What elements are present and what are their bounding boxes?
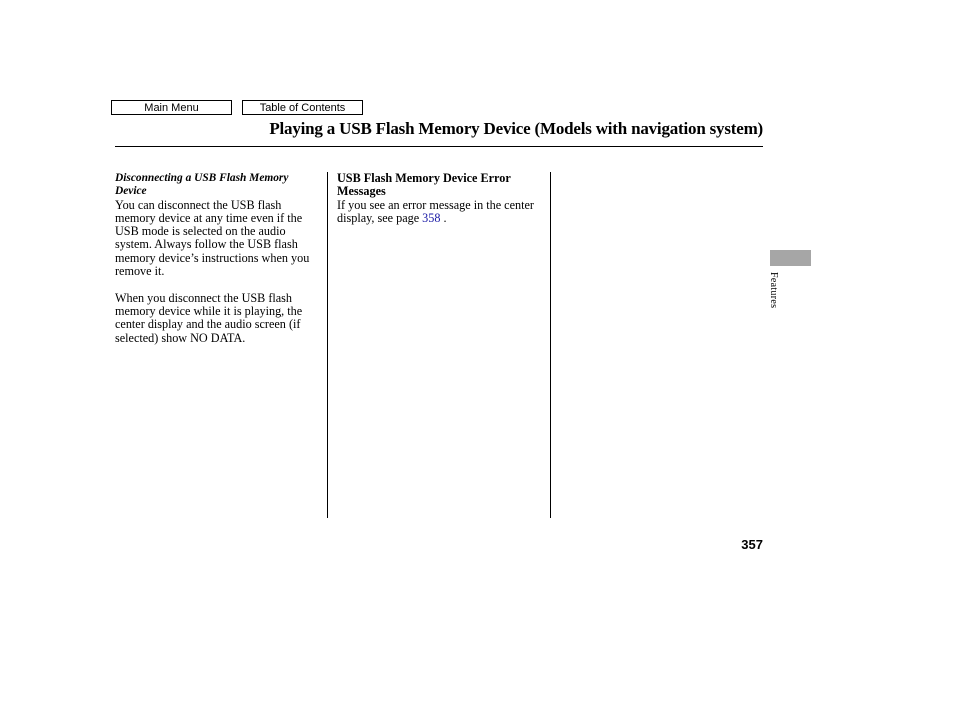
error-messages-heading: USB Flash Memory Device Error Messages [337,171,511,199]
page-number: 357 [741,537,763,552]
error-text-before: If you see an error message in the center display, see page [337,197,534,225]
page-358-link[interactable]: 358 [422,210,441,225]
middle-column [337,172,542,225]
section-tab [770,250,811,266]
left-column [115,172,320,345]
main-menu-button[interactable]: Main Menu [111,100,232,115]
disconnect-paragraph-2: When you disconnect the USB flash memory device while it is playing, the center display and the audio screen (if selected) show NO DATA. [115,290,303,345]
error-text-after: . [440,210,447,225]
disconnect-paragraph-1: You can disconnect the USB flash memory device at any time even if the USB mode is selected on the audio system. Always follow the USB flash memory device’s instructions when you remove it. [115,197,310,279]
disconnect-heading: Disconnecting a USB Flash Memory Device [115,172,289,198]
column-divider-2 [550,172,551,518]
section-label: Features [768,272,779,309]
title-divider [115,146,763,147]
column-divider-1 [327,172,328,518]
table-of-contents-button[interactable]: Table of Contents [242,100,363,115]
page-title: Playing a USB Flash Memory Device (Models with navigation system) [269,119,763,138]
error-messages-paragraph [337,199,542,226]
